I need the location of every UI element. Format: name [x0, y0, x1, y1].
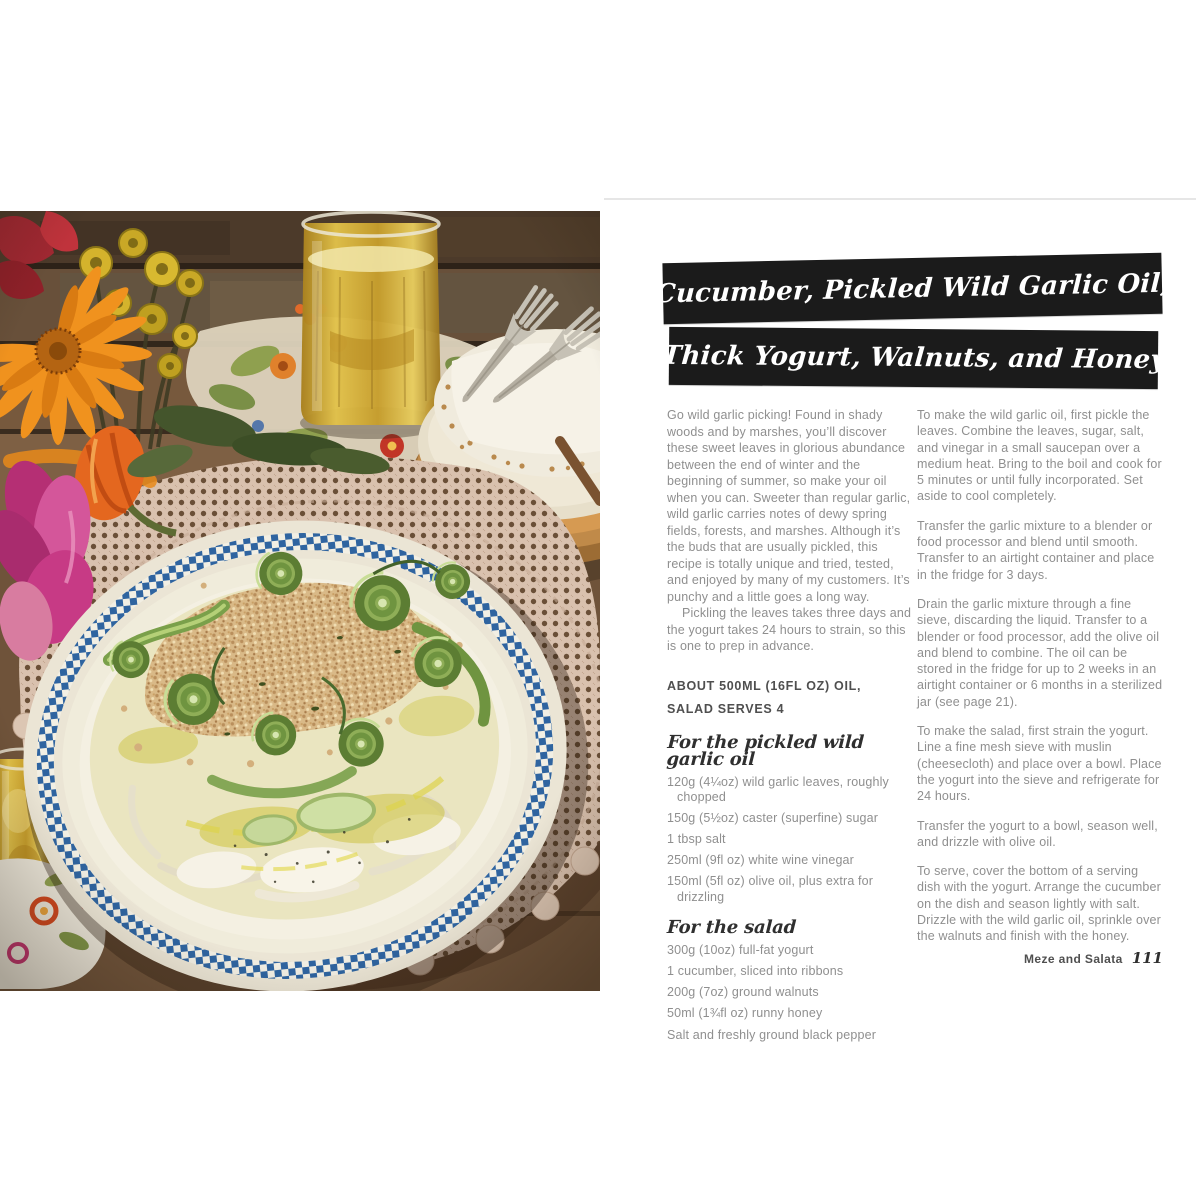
yield-line-1: ABOUT 500ML (16FL OZ) OIL,	[667, 678, 862, 693]
intro-paragraph-1: Go wild garlic picking! Found in shady woods and by marshes, you’ll discover these sweet leaves in glorious abundance between the end of winter and the beginning of summer, so make your oil when you can. Sweeter than regular garlic, wild garlic carries notes of dewy spring fields, forests, and marshes. Although it’s the buds that are usually pickled, this recipe is totally unique and tried, tested, and enjoyed by many of my customers. It’s punchy and a little goes a long way.	[667, 408, 911, 604]
yield-note	[667, 675, 913, 721]
page-top-edge	[604, 198, 1196, 200]
recipe-title-line-1: Cucumber, Pickled Wild Garlic Oil,	[654, 268, 1171, 309]
section-heading-garlic-oil: For the pickled wild garlic oil	[666, 731, 865, 769]
title-banner-line-1	[654, 253, 1171, 324]
ingredient-item: 120g (4¼oz) wild garlic leaves, roughly chopped	[667, 774, 889, 805]
method-step: Drain the garlic mixture through a fine sieve, discarding the liquid. Transfer to a blender or food processor, add the olive oil and blend to combine. The oil can be stored in the fridge for up to 2 weeks in an airtight container or 6 months in a sterilized jar (see page 21).	[917, 596, 1163, 709]
ingredient-item: 300g (10oz) full-fat yogurt	[667, 943, 814, 958]
ingredient-item: 200g (7oz) ground walnuts	[667, 985, 819, 1000]
salad-photo	[0, 211, 600, 991]
method-step: Transfer the garlic mixture to a blender or food processor and blend until smooth. Transfer to an airtight container and place in the fridge for 3 days.	[917, 518, 1155, 582]
page-footer	[863, 949, 1163, 968]
chapter-name: Meze and Salata	[1023, 952, 1123, 966]
ingredient-item: Salt and freshly ground black pepper	[667, 1027, 877, 1042]
method-step: To make the wild garlic oil, first pickle the leaves. Combine the leaves, sugar, salt, and vinegar in a small saucepan over a medium heat. Bring to the boil and cook for 5 minutes or until fully incorporated. Set aside to cool completely.	[917, 408, 1162, 504]
ingredient-item: 150g (5½oz) caster (superfine) sugar	[667, 811, 879, 826]
title-banner-line-2	[660, 327, 1167, 389]
intro-paragraph-2: Pickling the leaves takes three days and the yogurt takes 24 hours to strain, so this is one to prep in advance.	[667, 606, 912, 653]
left-page-photo	[0, 211, 600, 991]
ingredient-item: 50ml (1¾fl oz) runny honey	[667, 1006, 823, 1021]
photo-vignette	[0, 211, 600, 991]
method-step: To serve, cover the bottom of a serving dish with the yogurt. Arrange the cucumber on the dish and season lightly with salt. Drizzle with the wild garlic oil, sprinkle over the walnuts and finish with the honey.	[917, 864, 1161, 944]
yield-line-2: SALAD SERVES 4	[667, 701, 785, 716]
ingredient-item: 150ml (5fl oz) olive oil, plus extra for drizzling	[667, 874, 874, 905]
ingredient-list-garlic-oil	[667, 775, 913, 906]
method-step: Transfer the yogurt to a bowl, season well, and drizzle with olive oil.	[917, 818, 1158, 849]
ingredient-item: 1 tbsp salt	[667, 832, 726, 847]
method-column	[917, 407, 1165, 958]
method-step: To make the salad, first strain the yogurt. Line a fine mesh sieve with muslin (cheesecloth) and place over a bowl. Place the yogurt into the sieve and refrigerate for 24 hours.	[917, 724, 1162, 804]
recipe-title-line-2: Thick Yogurt, Walnuts, and Honey	[660, 340, 1167, 376]
ingredient-item: 250ml (9fl oz) white wine vinegar	[667, 853, 854, 868]
page-number: 111	[1131, 949, 1163, 967]
section-heading-salad: For the salad	[666, 916, 797, 938]
ingredient-item: 1 cucumber, sliced into ribbons	[667, 964, 844, 979]
